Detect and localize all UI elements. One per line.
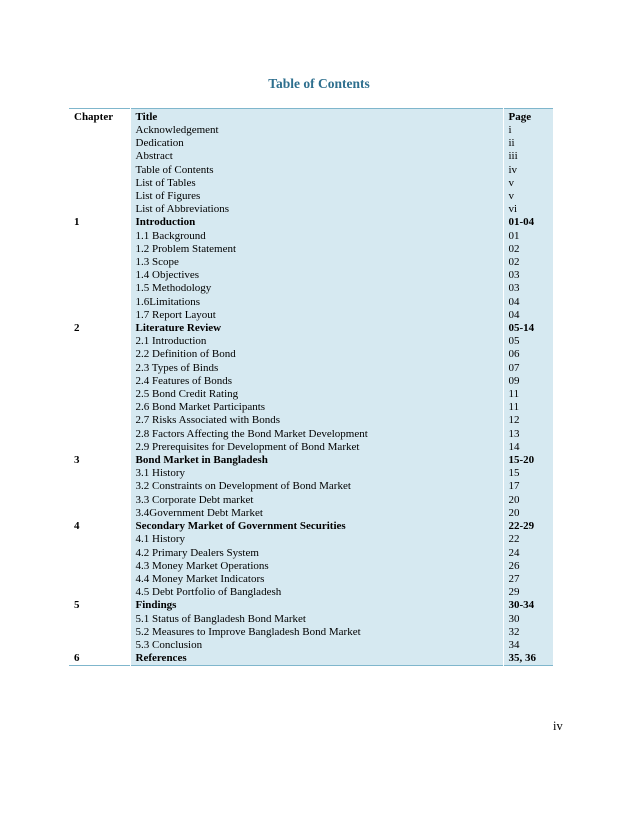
toc-row — [69, 454, 553, 467]
toc-chapter-cell — [69, 441, 130, 454]
toc-title-cell: 2.6 Bond Market Participants — [130, 401, 503, 414]
toc-title-cell: 1.7 Report Layout — [130, 309, 503, 322]
toc-row — [69, 362, 553, 375]
toc-chapter-cell — [69, 256, 130, 269]
toc-title-cell: 2.7 Risks Associated with Bonds — [130, 414, 503, 427]
toc-row — [69, 401, 553, 414]
toc-title-cell: 2.8 Factors Affecting the Bond Market Development — [130, 428, 503, 441]
toc-title-cell: 2.2 Definition of Bond — [130, 348, 503, 361]
toc-chapter-cell: 6 — [69, 652, 130, 666]
toc-title-cell: 4.1 History — [130, 533, 503, 546]
toc-chapter-cell — [69, 150, 130, 163]
toc-title-cell: 4.3 Money Market Operations — [130, 560, 503, 573]
toc-title-cell: Abstract — [130, 150, 503, 163]
toc-page-cell: vi — [503, 203, 553, 216]
toc-row — [69, 533, 553, 546]
toc-title-cell: References — [130, 652, 503, 666]
toc-page-cell: 01 — [503, 230, 553, 243]
toc-row — [69, 586, 553, 599]
toc-title-cell: Bond Market in Bangladesh — [130, 454, 503, 467]
toc-title-cell: 3.3 Corporate Debt market — [130, 494, 503, 507]
toc-page-cell: 02 — [503, 256, 553, 269]
toc-chapter-cell — [69, 282, 130, 295]
toc-chapter-cell — [69, 613, 130, 626]
toc-row — [69, 599, 553, 612]
toc-title-cell: 2.5 Bond Credit Rating — [130, 388, 503, 401]
toc-page-cell: 04 — [503, 309, 553, 322]
toc-row — [69, 652, 553, 666]
toc-page-cell: 07 — [503, 362, 553, 375]
toc-chapter-cell — [69, 639, 130, 652]
toc-chapter-cell — [69, 309, 130, 322]
toc-title-cell: List of Abbreviations — [130, 203, 503, 216]
chapter-header: Chapter — [69, 109, 130, 125]
toc-title-cell: 4.2 Primary Dealers System — [130, 547, 503, 560]
toc-page-cell: 35, 36 — [503, 652, 553, 666]
toc-chapter-cell — [69, 388, 130, 401]
toc-row — [69, 296, 553, 309]
toc-row — [69, 348, 553, 361]
toc-page-cell: 05-14 — [503, 322, 553, 335]
toc-row — [69, 547, 553, 560]
toc-page-cell: 03 — [503, 282, 553, 295]
toc-row — [69, 428, 553, 441]
toc-row — [69, 216, 553, 229]
toc-chapter-cell — [69, 533, 130, 546]
toc-page-cell: iii — [503, 150, 553, 163]
toc-page-cell: ii — [503, 137, 553, 150]
toc-row — [69, 282, 553, 295]
toc-chapter-cell — [69, 626, 130, 639]
toc-chapter-cell — [69, 137, 130, 150]
toc-title-cell: 1.5 Methodology — [130, 282, 503, 295]
toc-row — [69, 269, 553, 282]
toc-row — [69, 256, 553, 269]
toc-row — [69, 626, 553, 639]
toc-page-cell: 32 — [503, 626, 553, 639]
toc-chapter-cell — [69, 230, 130, 243]
toc-title-cell: 3.4Government Debt Market — [130, 507, 503, 520]
page-header: Page — [503, 109, 553, 125]
toc-title-cell: 1.1 Background — [130, 230, 503, 243]
toc-chapter-cell — [69, 296, 130, 309]
toc-chapter-cell — [69, 401, 130, 414]
toc-title-cell: 2.4 Features of Bonds — [130, 375, 503, 388]
toc-chapter-cell — [69, 124, 130, 137]
toc-row — [69, 388, 553, 401]
toc-page-cell: 14 — [503, 441, 553, 454]
toc-chapter-cell — [69, 547, 130, 560]
toc-row — [69, 480, 553, 493]
toc-page-cell: 29 — [503, 586, 553, 599]
toc-row — [69, 573, 553, 586]
toc-title-cell: 3.1 History — [130, 467, 503, 480]
toc-chapter-cell: 3 — [69, 454, 130, 467]
toc-page-cell: iv — [503, 164, 553, 177]
toc-page-cell: 22 — [503, 533, 553, 546]
title-header: Title — [130, 109, 503, 125]
toc-row — [69, 243, 553, 256]
toc-chapter-cell — [69, 467, 130, 480]
toc-page-cell: 01-04 — [503, 216, 553, 229]
toc-title-cell: Findings — [130, 599, 503, 612]
toc-title-cell: Acknowledgement — [130, 124, 503, 137]
toc-page-cell: v — [503, 177, 553, 190]
toc-page-cell: 04 — [503, 296, 553, 309]
toc-row — [69, 441, 553, 454]
toc-chapter-cell — [69, 269, 130, 282]
toc-page-cell: 15 — [503, 467, 553, 480]
toc-row — [69, 467, 553, 480]
toc-title-cell: Literature Review — [130, 322, 503, 335]
toc-row — [69, 639, 553, 652]
toc-chapter-cell — [69, 494, 130, 507]
toc-row — [69, 230, 553, 243]
toc-row — [69, 507, 553, 520]
toc-title-cell: List of Tables — [130, 177, 503, 190]
toc-page-cell: 22-29 — [503, 520, 553, 533]
toc-row — [69, 322, 553, 335]
toc-row — [69, 613, 553, 626]
toc-row — [69, 203, 553, 216]
toc-chapter-cell — [69, 414, 130, 427]
toc-row — [69, 520, 553, 533]
toc-title-cell: 3.2 Constraints on Development of Bond Market — [130, 480, 503, 493]
toc-title-cell: Table of Contents — [130, 164, 503, 177]
toc-row — [69, 124, 553, 137]
toc-page-cell: 12 — [503, 414, 553, 427]
toc-title-cell: List of Figures — [130, 190, 503, 203]
toc-title-cell: 5.1 Status of Bangladesh Bond Market — [130, 613, 503, 626]
toc-row — [69, 414, 553, 427]
toc-table — [69, 108, 553, 666]
toc-page-cell: v — [503, 190, 553, 203]
toc-chapter-cell — [69, 560, 130, 573]
toc-header-row — [69, 109, 553, 125]
toc-row — [69, 137, 553, 150]
toc-chapter-cell — [69, 375, 130, 388]
toc-title-cell: 5.3 Conclusion — [130, 639, 503, 652]
toc-title-cell: 4.4 Money Market Indicators — [130, 573, 503, 586]
toc-page-cell: 30 — [503, 613, 553, 626]
toc-row — [69, 190, 553, 203]
toc-title-cell: Introduction — [130, 216, 503, 229]
toc-page-cell: 30-34 — [503, 599, 553, 612]
toc-page-cell: 11 — [503, 388, 553, 401]
toc-title-cell: Dedication — [130, 137, 503, 150]
toc-page-cell: 11 — [503, 401, 553, 414]
toc-row — [69, 309, 553, 322]
toc-row — [69, 177, 553, 190]
toc-page-cell: 05 — [503, 335, 553, 348]
toc-title-cell: 2.9 Prerequisites for Development of Bond Market — [130, 441, 503, 454]
toc-body — [69, 124, 553, 666]
toc-title-cell: 1.2 Problem Statement — [130, 243, 503, 256]
toc-chapter-cell — [69, 203, 130, 216]
toc-row — [69, 494, 553, 507]
toc-page-cell: 20 — [503, 494, 553, 507]
toc-chapter-cell — [69, 428, 130, 441]
toc-title-cell: 1.6Limitations — [130, 296, 503, 309]
toc-page-cell: 09 — [503, 375, 553, 388]
toc-chapter-cell — [69, 348, 130, 361]
toc-title-cell: Secondary Market of Government Securities — [130, 520, 503, 533]
toc-page-cell: 34 — [503, 639, 553, 652]
toc-title-cell: 2.3 Types of Binds — [130, 362, 503, 375]
toc-row — [69, 375, 553, 388]
toc-chapter-cell: 1 — [69, 216, 130, 229]
toc-chapter-cell: 5 — [69, 599, 130, 612]
toc-title-cell: 2.1 Introduction — [130, 335, 503, 348]
toc-page-cell: 17 — [503, 480, 553, 493]
toc-title-cell: 4.5 Debt Portfolio of Bangladesh — [130, 586, 503, 599]
toc-page-cell: 03 — [503, 269, 553, 282]
toc-page-cell: 15-20 — [503, 454, 553, 467]
toc-page-cell: 13 — [503, 428, 553, 441]
toc-chapter-cell — [69, 164, 130, 177]
toc-chapter-cell: 2 — [69, 322, 130, 335]
toc-page-cell: 02 — [503, 243, 553, 256]
page-title: Table of Contents — [268, 76, 370, 91]
toc-page-cell: 27 — [503, 573, 553, 586]
toc-page-cell: i — [503, 124, 553, 137]
toc-chapter-cell — [69, 480, 130, 493]
toc-row — [69, 150, 553, 163]
toc-chapter-cell — [69, 335, 130, 348]
toc-row — [69, 335, 553, 348]
toc-title-cell: 1.3 Scope — [130, 256, 503, 269]
toc-page-cell: 06 — [503, 348, 553, 361]
toc-chapter-cell — [69, 507, 130, 520]
toc-row — [69, 560, 553, 573]
toc-page-cell: 20 — [503, 507, 553, 520]
toc-chapter-cell — [69, 190, 130, 203]
toc-chapter-cell — [69, 243, 130, 256]
toc-row — [69, 164, 553, 177]
toc-page-cell: 26 — [503, 560, 553, 573]
toc-chapter-cell — [69, 362, 130, 375]
page-number: iv — [553, 719, 563, 733]
toc-chapter-cell — [69, 586, 130, 599]
toc-title-cell: 5.2 Measures to Improve Bangladesh Bond Market — [130, 626, 503, 639]
toc-chapter-cell — [69, 573, 130, 586]
toc-title-cell: 1.4 Objectives — [130, 269, 503, 282]
toc-page-cell: 24 — [503, 547, 553, 560]
toc-chapter-cell: 4 — [69, 520, 130, 533]
toc-chapter-cell — [69, 177, 130, 190]
